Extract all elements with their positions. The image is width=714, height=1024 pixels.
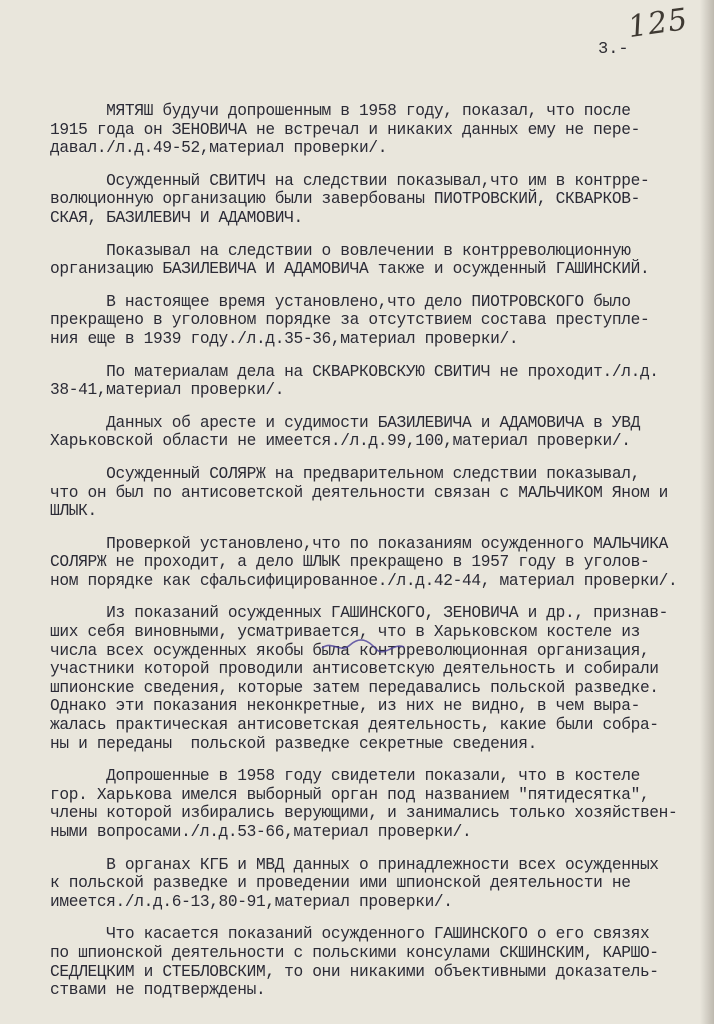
text-line: ших себя виновными, усматривается, что в Харьковском костеле из <box>50 623 640 642</box>
text-line: шпионские сведения, которые затем передавались польской разведке. <box>50 678 659 697</box>
text-line: СЕДЛЕЦКИМ и СТЕБЛОВСКИМ, то они никакими объективными доказатель- <box>50 962 659 981</box>
paragraph <box>50 172 692 228</box>
text-line: прекращено в уголовном порядке за отсутствием состава преступле- <box>50 311 650 330</box>
text-line: числа всех осужденных якобы была контрреволюционная организация, <box>50 641 650 660</box>
text-line: ном порядке как сфальсифицированное./л.д.42-44, материал проверки/. <box>50 571 678 590</box>
ink-scribble-mark <box>318 636 408 656</box>
text-line: 1915 года он ЗЕНОВИЧА не встречал и никаких данных ему не пере- <box>50 120 640 139</box>
text-line: имеется./л.д.6-13,80-91,материал проверки/. <box>50 892 453 911</box>
text-line: волюционную организацию были завербованы ПИОТРОВСКИЙ, СКВАРКОВ- <box>50 190 640 209</box>
paragraph <box>50 535 692 591</box>
text-line: ния еще в 1939 году./л.д.35-36,материал проверки/. <box>50 329 519 348</box>
text-line: Показывал на следствии о вовлечении в контрреволюционную <box>50 241 631 260</box>
text-line: По материалам дела на СКВАРКОВСКУЮ СВИТИЧ не проходит./л.д. <box>50 362 659 381</box>
text-line: Однако эти показания неконкретные, из них не видно, в чем выра- <box>50 697 640 716</box>
text-line: Из показаний осужденных ГАШИНСКОГО, ЗЕНОВИЧА и др., признав- <box>50 604 669 623</box>
text-line: В настоящее время установлено,что дело ПИОТРОВСКОГО было <box>50 292 631 311</box>
text-line: Харьковской области не имеется./л.д.99,100,материал проверки/. <box>50 432 631 451</box>
text-line: ШЛЫК. <box>50 502 97 521</box>
text-line: по шпионской деятельности с польскими консулами СКШИНСКИМ, КАРШО- <box>50 943 659 962</box>
handwritten-folio-number: 125 <box>625 1 691 46</box>
paragraph <box>50 604 692 753</box>
text-line: МЯТЯШ будучи допрошенным в 1958 году, показал, что после <box>50 102 631 120</box>
text-line: Допрошенные в 1958 году свидетели показали, что в костеле <box>50 767 640 786</box>
text-line: Осужденный СВИТИЧ на следствии показывал,что им в контрре- <box>50 171 650 190</box>
text-line: СКАЯ, БАЗИЛЕВИЧ И АДАМОВИЧ. <box>50 208 303 227</box>
text-line: ными вопросами./л.д.53-66,материал проверки/. <box>50 823 472 841</box>
text-line: гор. Харькова имелся выборный орган под названием "пятидесятка", <box>50 785 650 804</box>
text-line: ствами не подтверждены. <box>50 981 266 1000</box>
paragraph <box>50 414 692 451</box>
paragraph <box>50 856 692 912</box>
text-line: члены которой избирались верующими, и занимались только хозяйствен- <box>50 804 678 823</box>
page-edge-shadow <box>700 0 714 1024</box>
paragraph <box>50 925 692 999</box>
text-line: ны и переданы польской разведке секретные сведения. <box>50 734 537 753</box>
paragraph <box>50 242 692 279</box>
document-body <box>50 102 692 1014</box>
text-line: 38-41,материал проверки/. <box>50 381 285 400</box>
paragraph <box>50 767 692 841</box>
text-line: Осужденный СОЛЯРЖ на предварительном следствии показывал, <box>50 464 640 483</box>
paragraph <box>50 102 692 158</box>
text-line: к польской разведке и проведении ими шпионской деятельности не <box>50 874 631 893</box>
text-line: Проверкой установлено,что по показаниям осужденного МАЛЬЧИКА <box>50 534 669 553</box>
paragraph <box>50 363 692 400</box>
text-line: В органах КГБ и МВД данных о принадлежности всех осужденных <box>50 855 659 874</box>
text-line: Данных об аресте и судимости БАЗИЛЕВИЧА и АДАМОВИЧА в УВД <box>50 413 640 432</box>
text-line: давал./л.д.49-52,материал проверки/. <box>50 139 388 158</box>
text-line: что он был по антисоветской деятельности связан с МАЛЬЧИКОМ Яном и <box>50 483 669 502</box>
paragraph <box>50 293 692 349</box>
text-line: Что касается показаний осужденного ГАШИНСКОГО о его связях <box>50 925 650 944</box>
text-line: участники которой проводили антисоветскую деятельность и собирали <box>50 660 659 679</box>
text-line: жалась практическая антисоветская деятельность, какие были собра- <box>50 716 659 735</box>
text-line: организацию БАЗИЛЕВИЧА И АДАМОВИЧА также и осужденный ГАШИНСКИЙ. <box>50 260 650 279</box>
page-number: 3.- <box>598 40 629 59</box>
paragraph <box>50 465 692 521</box>
text-line: СОЛЯРЖ не проходит, а дело ШЛЫК прекращено в 1957 году в уголов- <box>50 553 650 572</box>
